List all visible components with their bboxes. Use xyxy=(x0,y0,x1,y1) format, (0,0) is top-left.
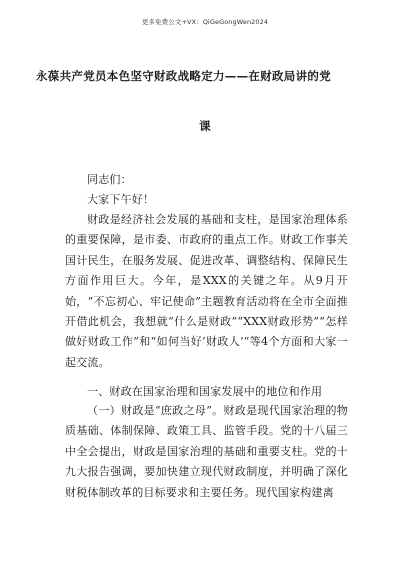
paragraph-section-1: （一）财政是“庶政之母”。财政是现代国家治理的物质基础、体制保障、政策工具、监管手段。党的十八届三中全会提出，财政是国家治理的基础和重要支柱。党的十九大报告强调，要加快建立现代财政制度，并明确了深化财税体制改革的目标要求和主要任务。现代国家构建离 xyxy=(65,404,348,499)
document-title-line-1: 永葆共产党员本色坚守财政战略定力——在财政局讲的党 xyxy=(36,69,331,83)
document-title-line-2: 课 xyxy=(199,119,211,133)
header-note: 更多免费公文+VX：QiGeGongWen2024 xyxy=(141,18,269,26)
salutation: 同志们： xyxy=(87,173,132,186)
section-heading-1: 一、财政在国家治理和国家发展中的地位和作用 xyxy=(87,385,323,398)
paragraph-intro: 财政是经济社会发展的基础和支柱，是国家治理体系的重要保障，是市委、市政府的重点工作。财政工作事关国计民生，在服务发展、促进改革、调整结构、保障民生方面作用巨大。今年，是XXX的关键之年。从9月开始，“不忘初心、牢记使命”主题教育活动将在全市全面推开借此机会，我想就“什么是财政”“XXX财政形势”“怎样做好财政工作”和“如何当好‘财政人’”等4个方面和大家一起交流。 xyxy=(65,213,348,369)
greeting: 大家下午好！ xyxy=(87,193,155,206)
